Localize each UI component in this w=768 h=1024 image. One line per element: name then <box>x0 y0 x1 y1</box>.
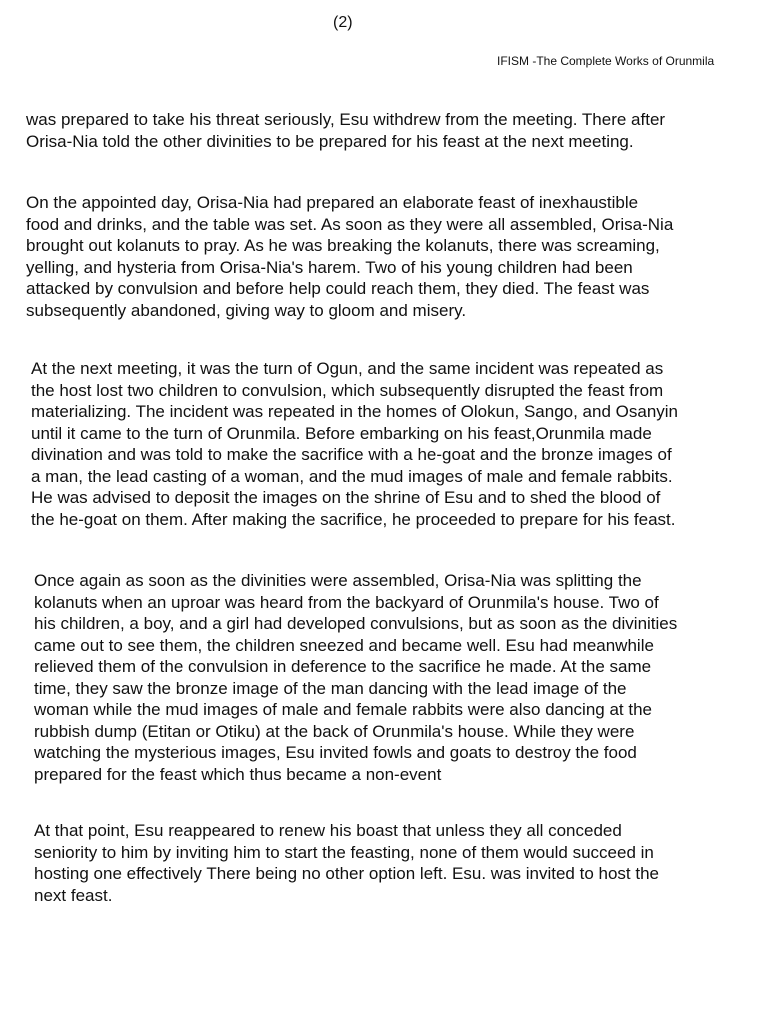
body-paragraph: was prepared to take his threat seriously, Esu withdrew from the meeting. There after Orisa-Nia told the other divinities to be prepared for his feast at the next meeting. <box>26 110 666 151</box>
body-paragraph: At that point, Esu reappeared to renew his boast that unless they all conceded seniority to him by inviting him to start the feasting, none of them would succeed in hosting one effectively There being no other option left. Esu. was invited to host the next feast. <box>34 821 659 905</box>
body-paragraph: At the next meeting, it was the turn of Ogun, and the same incident was repeated as the host lost two children to convulsion, which subsequently disrupted the feast from materializing. The incident was repeated in the homes of Olokun, Sango, and Osanyin until it came to the turn of Orunmila. Before embarking on his feast,Orunmila made divination and was told to make the sacrifice with a he-goat and the bronze images of a man, the lead casting of a woman, and the mud images of male and female rabbits. He was advised to deposit the images on the shrine of Esu and to shed the blood of the he-goat on them. After making the sacrifice, he proceeded to prepare for his feast. <box>31 359 679 529</box>
running-header: IFISM -The Complete Works of Orunmila <box>497 54 715 68</box>
page-number: (2) <box>333 14 353 31</box>
body-paragraph: Once again as soon as the divinities were assembled, Orisa-Nia was splitting the kolanuts when an uproar was heard from the backyard of Orunmila's house. Two of his children, a boy, and a girl had developed convulsions, but as soon as the divinities came out to see them, the children sneezed and became well. Esu had meanwhile relieved them of the convulsion in deference to the sacrifice he made. At the same time, they saw the bronze image of the man dancing with the lead image of the woman while the mud images of male and female rabbits were also dancing at the rubbish dump (Etitan or Otiku) at the back of Orunmila's house. While they were watching the mysterious images, Esu invited fowls and goats to destroy the food prepared for the feast which thus became a non-event <box>34 571 678 784</box>
body-paragraph: On the appointed day, Orisa-Nia had prepared an elaborate feast of inexhaustible food and drinks, and the table was set. As soon as they were all assembled, Orisa-Nia brought out kolanuts to pray. As he was breaking the kolanuts, there was screaming, yelling, and hysteria from Orisa-Nia's harem. Two of his young children had been attacked by convulsion and before help could reach them, they died. The feast was subsequently abandoned, giving way to gloom and misery. <box>26 193 674 320</box>
